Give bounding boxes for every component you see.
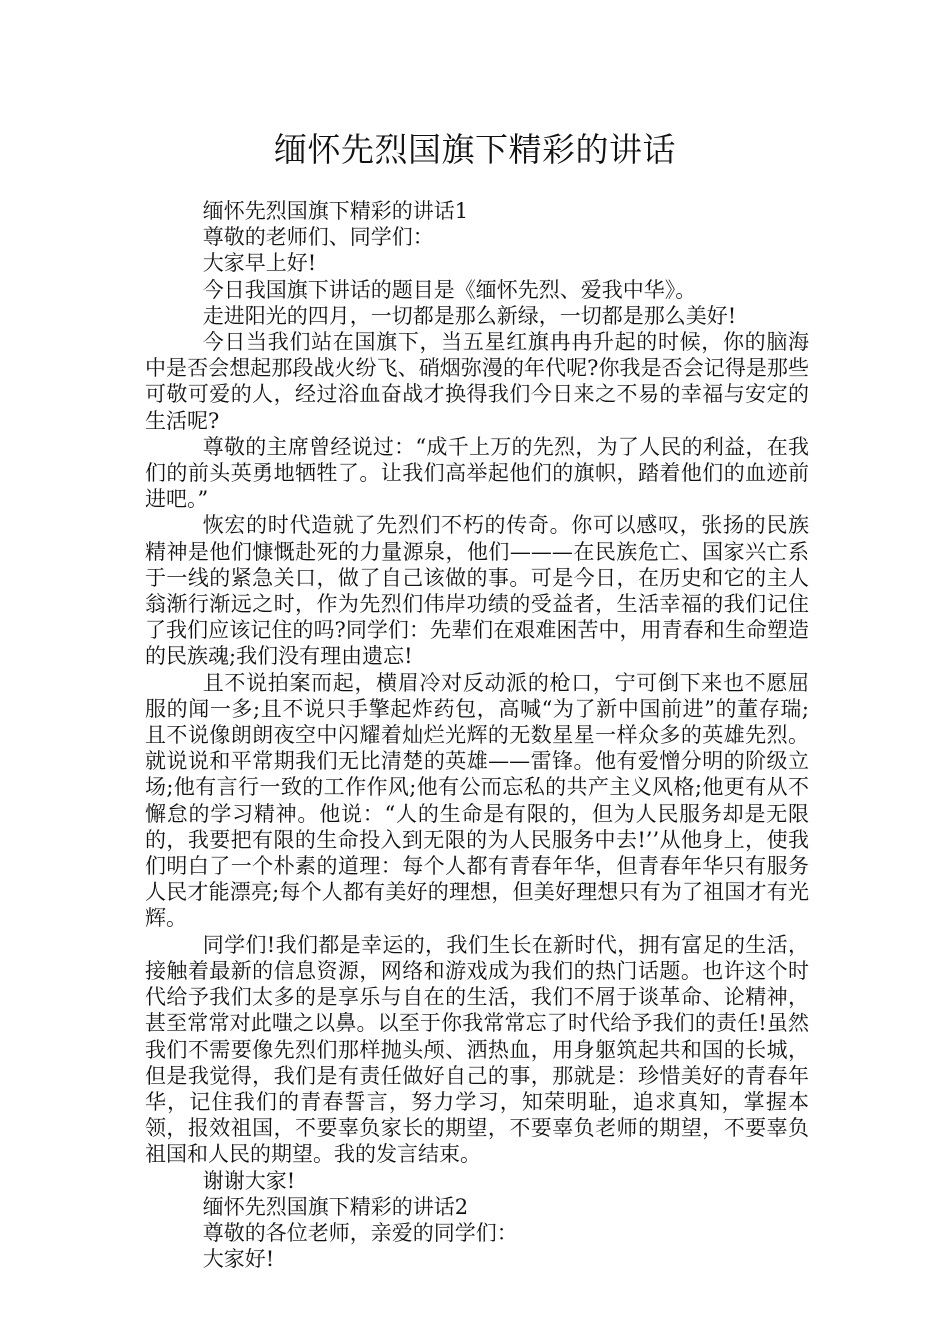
document-body (145, 198, 809, 1272)
closing: 谢谢大家! (202, 1168, 296, 1193)
paragraph: 同学们!我们都是幸运的，我们生长在新时代，拥有富足的生活，接触着最新的信息资源，网络和游戏成为我们的热门话题。也许这个时代给予我们太多的是享乐与自在的生活，我们不屑于谈革命、论精神，甚至常常对此嗤之以鼻。以至于你我常常忘了时代给予我们的责任!虽然我们不需要像先烈们那样抛头颅、洒热血，用身躯筑起共和国的长城，但是我觉得，我们是有责任做好自己的事，那就是：珍惜美好的青春年华，记住我们的青春誓言，努力学习，知荣明耻，追求真知，掌握本领，报效祖国，不要辜负家长的期望，不要辜负老师的期望，不要辜负祖国和人民的期望。我的发言结束。 (145, 932, 809, 1167)
salutation: 尊敬的老师们、同学们： (202, 225, 434, 250)
section-heading-1: 缅怀先烈国旗下精彩的讲话1 (202, 199, 469, 223)
paragraph: 今日我国旗下讲话的题目是《缅怀先烈、爱我中华》。 (202, 277, 697, 302)
greeting: 大家好! (202, 1247, 275, 1272)
salutation: 尊敬的各位老师，亲爱的同学们： (202, 1220, 518, 1245)
document-title: 缅怀先烈国旗下精彩的讲话 (274, 130, 676, 169)
paragraph: 尊敬的主席曾经说过：“成千上万的先烈，为了人民的利益，在我们的前头英勇地牺牲了。让我们高举起他们的旗帜，踏着他们的血迹前进吧。” (145, 434, 809, 512)
paragraph: 今日当我们站在国旗下，当五星红旗冉冉升起的时候，你的脑海中是否会想起那段战火纷飞、硝烟弥漫的年代呢?你我是否会记得是那些可敬可爱的人，经过浴血奋战才换得我们今日来之不易的幸福与安定的生活呢? (145, 330, 809, 433)
section-heading-2: 缅怀先烈国旗下精彩的讲话2 (202, 1194, 469, 1219)
paragraph: 恢宏的时代造就了先烈们不朽的传奇。你可以感叹，张扬的民族精神是他们慷慨赴死的力量源泉，他们———在民族危亡、国家兴亡系于一线的紧急关口，做了自己该做的事。可是今日，在历史和它的主人翁渐行渐远之时，作为先烈们伟岸功绩的受益者，生活幸福的我们记住了我们应该记住的吗?同学们：先辈们在艰难困苦中，用青春和生命塑造的民族魂;我们没有理由遗忘! (145, 513, 809, 669)
paragraph: 走进阳光的四月，一切都是那么新绿，一切都是那么美好! (202, 303, 737, 328)
paragraph: 且不说拍案而起，横眉冷对反动派的枪口，宁可倒下来也不愿屈服的闻一多;且不说只手擎起炸药包，高喊“为了新中国前进”的董存瑞;且不说像朗朗夜空中闪耀着灿烂光辉的无数星星一样众多的英雄先烈。就说说和平常期我们无比清楚的英雄——雷锋。他有爱憎分明的阶级立场;他有言行一致的工作作风;他有公而忘私的共产主义风格;他更有从不懈怠的学习精神。他说：“人的生命是有限的，但为人民服务却是无限的，我要把有限的生命投入到无限的为人民服务中去!’’从他身上，使我们明白了一个朴素的道理：每个人都有青春年华，但青春年华只有服务人民才能漂亮;每个人都有美好的理想，但美好理想只有为了祖国才有光辉。 (145, 670, 809, 931)
greeting: 大家早上好! (202, 251, 317, 276)
